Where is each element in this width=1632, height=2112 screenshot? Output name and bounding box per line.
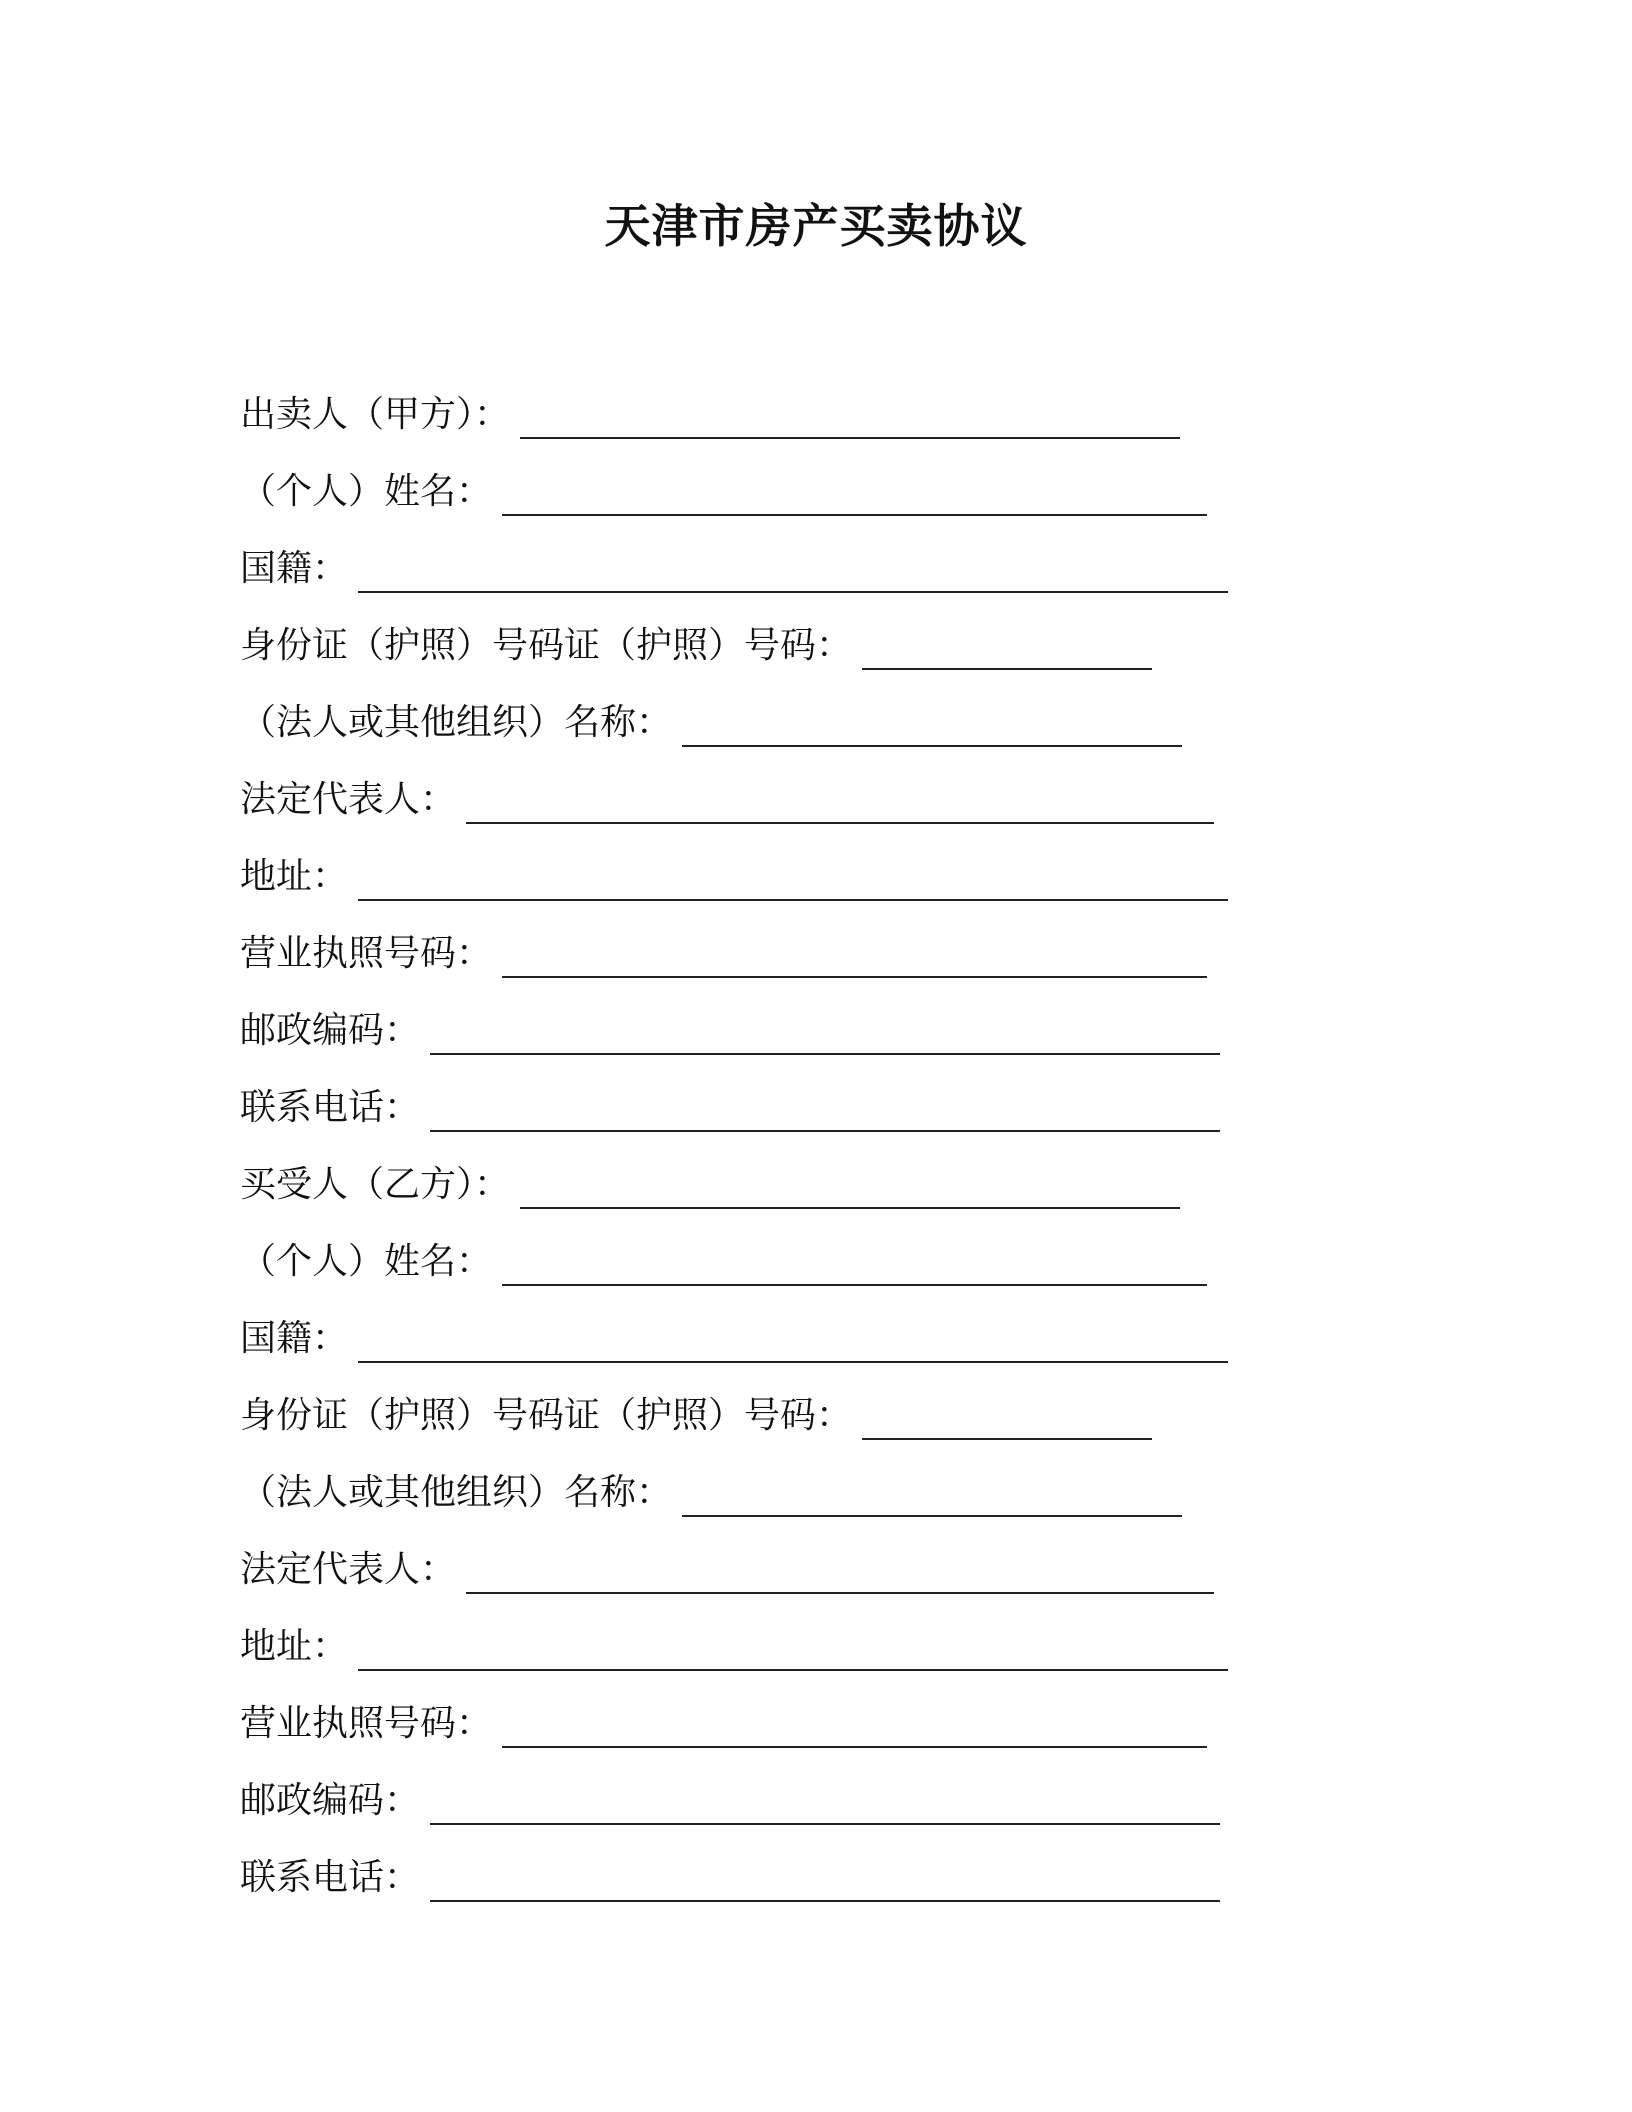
document-title: 天津市房产买卖协议 — [604, 199, 1028, 253]
field-label: 买受人（乙方）： — [240, 1163, 511, 1205]
buyer-nationality-field — [240, 1300, 1340, 1377]
field-label: （个人）姓名： — [240, 470, 493, 512]
field-label: 邮政编码： — [240, 1779, 421, 1821]
blank-line[interactable] — [466, 776, 1214, 824]
blank-line[interactable] — [502, 1238, 1207, 1286]
buyer-phone-field — [240, 1839, 1340, 1916]
field-label: 邮政编码： — [240, 1009, 421, 1051]
blank-line[interactable] — [502, 930, 1207, 978]
seller-postcode-field — [240, 992, 1340, 1069]
blank-line[interactable] — [502, 468, 1207, 516]
blank-line[interactable] — [502, 1700, 1207, 1748]
blank-line[interactable] — [358, 1315, 1228, 1363]
blank-line[interactable] — [682, 1469, 1182, 1517]
field-label: （法人或其他组织）名称： — [240, 1471, 673, 1513]
blank-line[interactable] — [520, 391, 1180, 439]
field-label: 法定代表人： — [240, 1548, 457, 1590]
field-label: 联系电话： — [240, 1086, 421, 1128]
buyer-address-field — [240, 1608, 1340, 1685]
field-label: 国籍： — [240, 1317, 349, 1359]
field-label: （个人）姓名： — [240, 1240, 493, 1282]
seller-id-number-field — [240, 607, 1340, 684]
field-label: 地址： — [240, 855, 349, 897]
buyer-legal-rep-field — [240, 1531, 1340, 1608]
field-label: 出卖人（甲方）： — [240, 393, 511, 435]
blank-line[interactable] — [682, 699, 1182, 747]
field-label: 身份证（护照）号码证（护照）号码： — [240, 1394, 853, 1436]
blank-line[interactable] — [430, 1777, 1220, 1825]
blank-line[interactable] — [430, 1084, 1220, 1132]
blank-line[interactable] — [466, 1546, 1214, 1594]
seller-heading — [240, 376, 1340, 453]
seller-phone-field — [240, 1069, 1340, 1146]
buyer-postcode-field — [240, 1762, 1340, 1839]
seller-org-name-field — [240, 684, 1340, 761]
seller-name-field — [240, 453, 1340, 530]
buyer-name-field — [240, 1223, 1340, 1300]
blank-line[interactable] — [358, 853, 1228, 901]
seller-license-field — [240, 915, 1340, 992]
blank-line[interactable] — [520, 1161, 1180, 1209]
blank-line[interactable] — [862, 1392, 1152, 1440]
field-label: 营业执照号码： — [240, 932, 493, 974]
field-label: 身份证（护照）号码证（护照）号码： — [240, 624, 853, 666]
field-label: 国籍： — [240, 547, 349, 589]
seller-nationality-field — [240, 530, 1340, 607]
blank-line[interactable] — [862, 622, 1152, 670]
seller-address-field — [240, 838, 1340, 915]
blank-line[interactable] — [358, 1623, 1228, 1671]
blank-line[interactable] — [430, 1007, 1220, 1055]
field-label: 联系电话： — [240, 1856, 421, 1898]
buyer-license-field — [240, 1685, 1340, 1762]
blank-line[interactable] — [430, 1854, 1220, 1902]
buyer-org-name-field — [240, 1454, 1340, 1531]
field-label: （法人或其他组织）名称： — [240, 701, 673, 743]
field-label: 法定代表人： — [240, 778, 457, 820]
party-info-fields — [240, 376, 1340, 1916]
buyer-id-number-field — [240, 1377, 1340, 1454]
field-label: 营业执照号码： — [240, 1702, 493, 1744]
seller-legal-rep-field — [240, 761, 1340, 838]
blank-line[interactable] — [358, 545, 1228, 593]
buyer-heading — [240, 1146, 1340, 1223]
field-label: 地址： — [240, 1625, 349, 1667]
